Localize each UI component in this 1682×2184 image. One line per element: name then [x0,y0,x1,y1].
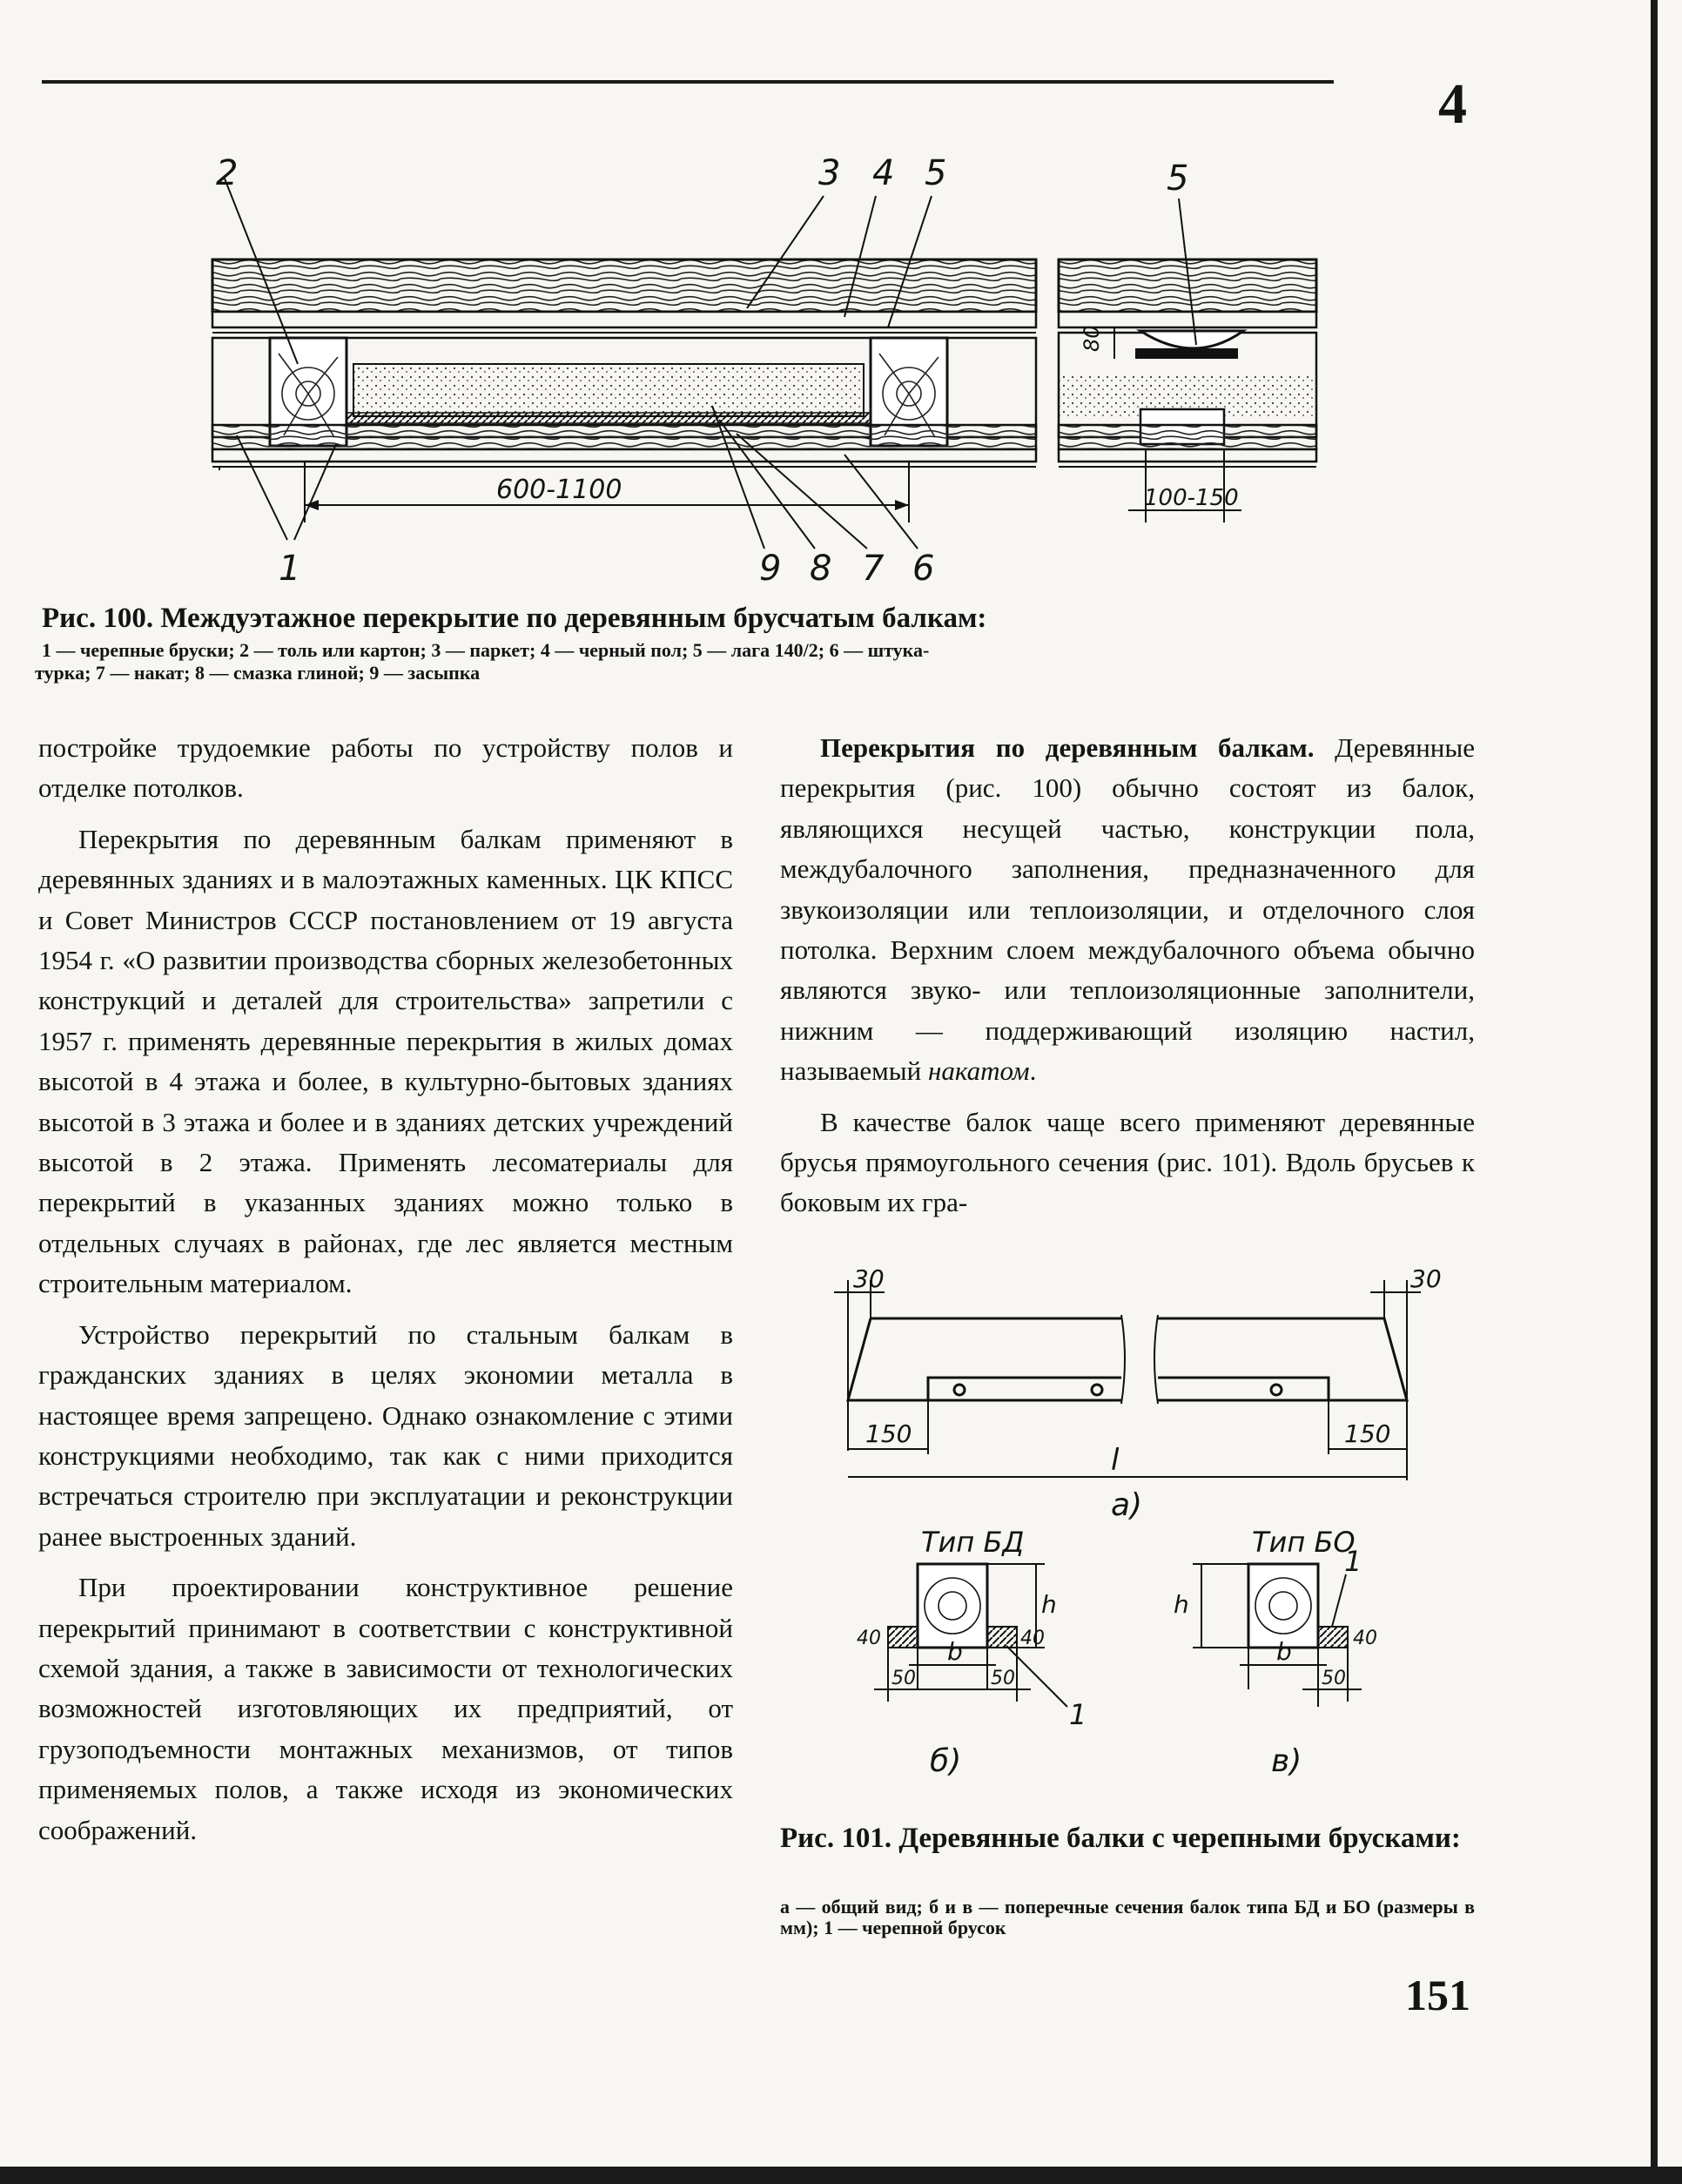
callout-5: 5 [925,153,947,193]
plaster-layer [212,449,1036,462]
left-paragraph-2: Перекрытия по деревянным балкам применяют в деревянных зданиях и в малоэтажных каменных. ЦК КПСС и Совет Министров СССР постановлением от 19 августа 1954 г. «О развитии производства сборных железобетонных конструкций и деталей для строительства» запретили с 1957 г. применять деревянные перекрытия в жилых домах высотой в 4 этажа и более, в культурно-бытовых зданиях высотой в 3 этажа и более и в зданиях детских учреждений высотой в 2 этажа. Применять лесоматериалы для перекрытий в указанных зданиях можно только в отдельных случаях в районах, где лес является местным строительным материалом. [38,823,733,1299]
dim-150-left: 150 [865,1419,912,1448]
right-paragraph-1-body: Деревянные перекрытия (рис. 100) обычно состоят из балок, являющихся несущей частью, конструкции пола, междубалочного заполнения, предназначенного для звукоизоляции или теплоизоляции, и отделочного слоя потолка. Верхним слоем междубалочного объема обычно являются звуко- или теплоизоляционные заполнители, нижним — поддерживающий изоляцию настил, называемый [780,732,1475,1087]
callout-7: 7 [862,549,885,589]
chapter-number: 4 [1438,72,1467,136]
callout-4: 4 [872,153,895,193]
type-bd-label: Тип БД [921,1526,1025,1559]
callout-1: 1 [279,549,301,589]
left-paragraph-3: Устройство перекрытий по стальным балкам в гражданских зданиях в целях экономии металла в настоящее время запрещено. Однако ознакомление с этими конструкциями необходимо, так как с ними приходится встречаться строителю при эксплуатации и реконструкции ранее выстроенных зданий. [38,1318,733,1552]
callout-2: 2 [216,153,239,193]
detail-section-drawing [1059,158,1316,522]
callout-9: 9 [759,549,782,589]
figure-100-legend-line2: турка; 7 — накат; 8 — смазка глиной; 9 — засыпка [35,662,481,684]
dim-50-bd-left: 50 [891,1668,916,1689]
subfloor-layer [212,312,1036,327]
dim-30-left: 30 [853,1264,885,1293]
left-paragraph-4: При проектировании конструктивное решение перекрытий принимают в соответствии с конструктивной схемой здания, а также в зависимости от технологических возможностей изготовляющих их предприятий, от грузоподъемности монтажных механизмов, от типов применяемых полов, а также исходя из экономических соображений. [38,1572,733,1845]
dim-h-bd: h [1041,1590,1057,1619]
leader-6 [844,455,918,549]
clay-coating [346,413,871,423]
page-number: 151 [1405,1971,1470,2019]
dim-50-bd-right: 50 [991,1668,1015,1689]
dim-length-l: l [1111,1443,1120,1478]
figure-101-caption-title: Рис. 101. Деревянные балки с черепными брусками: [780,1823,1461,1854]
left-paragraph-1: постройке трудоемкие работы по устройству полов и отделке потолков. [38,732,733,804]
label-v: в) [1271,1743,1302,1779]
callout-3: 3 [818,153,841,193]
dim-b-bd: b [947,1637,963,1666]
main-section-drawing [212,153,1036,589]
beam-general-view [834,1280,1421,1480]
figure-100-caption-title: Рис. 100. Междуэтажное перекрытие по деревянным брусчатым балкам: [42,603,987,634]
dim-40-bd-left: 40 [857,1628,881,1649]
dimension-span: 600-1100 [496,475,622,505]
scan-edge-right [1651,0,1658,2184]
dim-50-bo: 50 [1322,1668,1346,1689]
figure-101-beams [818,1254,1497,1811]
callout-5-detail: 5 [1167,158,1189,199]
right-paragraph-1: Перекрытия по деревянным балкам. Деревянные перекрытия (рис. 100) обычно состоят из балок, являющихся несущей частью, конструкции пола, междубалочного заполнения, предназначенного для звукоизоляции или теплоизоляции, и отделочного слоя потолка. Верхним слоем междубалочного объема обычно являются звуко- или теплоизоляционные заполнители, нижним — поддерживающий изоляцию настил, называемый накатом. [780,732,1475,1087]
section-heading: Перекрытия по деревянным балкам. [820,732,1315,763]
figure-101-legend: а — общий вид; б и в — поперечные сечения балок типа БД и БО (размеры в мм); 1 — черепной брусок [780,1896,1475,1938]
header-rule [42,80,1334,84]
lag-base [1135,348,1238,359]
dimension-80: 80 [1080,325,1104,352]
dim-30-right: 30 [1410,1264,1442,1293]
figure-100-floor-section [200,148,1349,601]
right-text-column [780,728,1475,1234]
dim-40-bo: 40 [1353,1628,1377,1649]
callout-8: 8 [810,549,832,589]
right-paragraph-2: В качестве балок чаще всего применяют деревянные брусья прямоугольного сечения (рис. 101). Вдоль брусьев к боковым их гра- [780,1106,1475,1218]
callout-1-bo: 1 [1344,1545,1362,1578]
dim-150-right: 150 [1344,1419,1391,1448]
dimension-lag-width: 100-150 [1144,485,1239,511]
label-a: а) [1111,1487,1143,1523]
parquet-layer [212,260,1036,312]
dim-40-bd-right: 40 [1020,1628,1045,1649]
callout-6: 6 [912,549,935,589]
figure-100-legend-line1: 1 — черепные бруски; 2 — толь или картон; 3 — паркет; 4 — черный пол; 5 — лага 140/2; 6 — штука- [42,639,930,661]
dim-b-bo: b [1276,1637,1292,1666]
fill-backfill [353,364,864,416]
dim-h-bo: h [1174,1590,1189,1619]
callout-1-bd: 1 [1069,1698,1087,1731]
left-text-column [38,728,733,1861]
type-bo-label: Тип БО [1252,1526,1356,1559]
label-b: б) [930,1743,962,1779]
scan-edge-bottom [0,2167,1682,2184]
term-nakat: накатом [927,1055,1030,1087]
